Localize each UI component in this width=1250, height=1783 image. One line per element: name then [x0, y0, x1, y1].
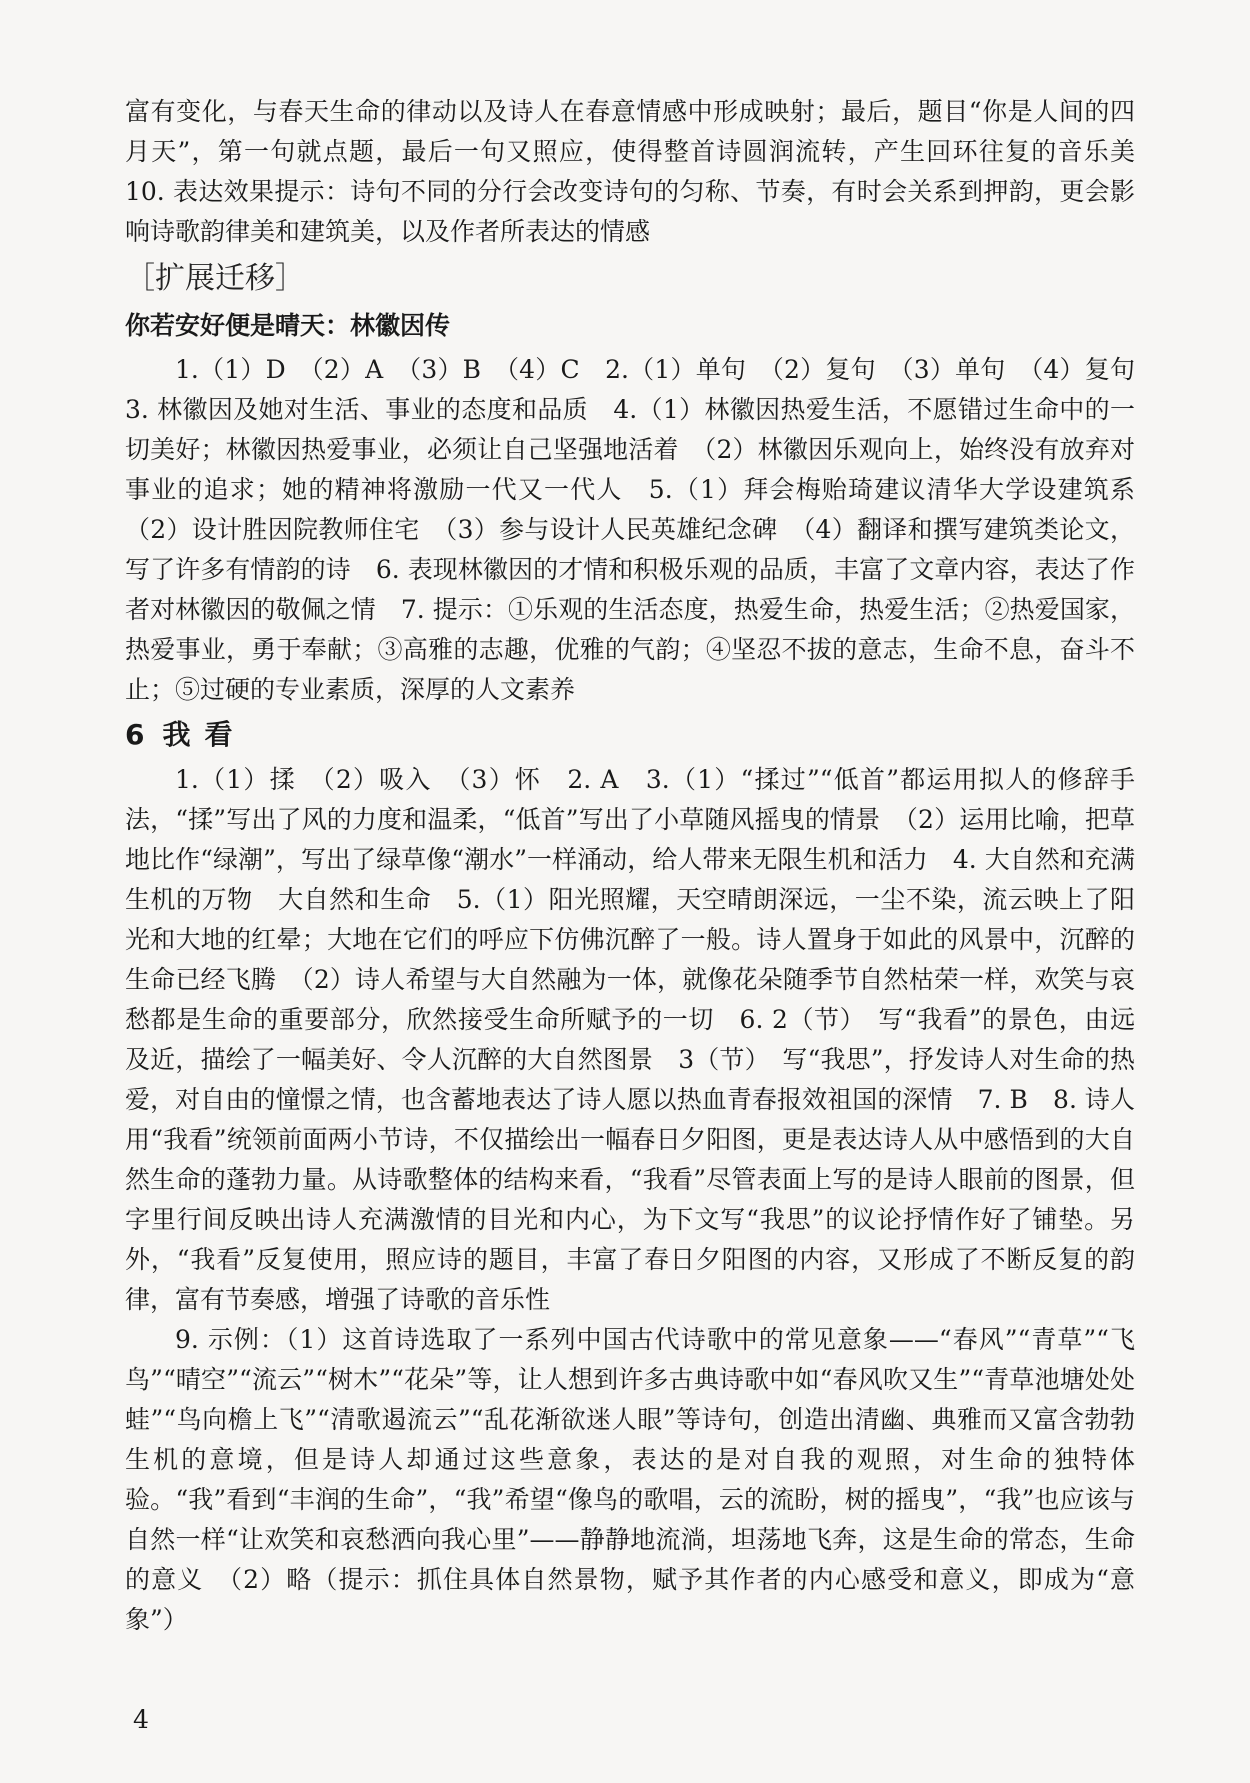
- book-title: 你若安好便是晴天：林徽因传: [125, 311, 451, 340]
- section-heading: [125, 714, 1135, 756]
- section-answers-part-2: 9. 示例：（1）这首诗选取了一系列中国古代诗歌中的常见意象——“春风”“青草”“飞鸟”“晴空”“流云”“树木”“花朵”等，让人想到许多古典诗歌中如“春风吹又生”“青草池塘处处蛙”“鸟向檐上飞”“清歌遏流云”“乱花渐欲迷人眼”等诗句，创造出清幽、典雅而又富含勃勃生机的意境，但是诗人却通过这些意象，表达的是对自我的观照，对生命的独特体验。“我”看到“丰润的生命”，“我”希望“像鸟的歌唱，云的流盼，树的摇曳”，“我”也应该与自然一样“让欢笑和哀愁洒向我心里”——静静地流淌，坦荡地飞奔，这是生命的常态，生命的意义 （2）略（提示：抓住具体自然景物，赋予其作者的内心感受和意义，即成为“意象”）: [125, 1325, 1135, 1634]
- answer-text-block: [125, 92, 1161, 1640]
- section-answers-part-1: 1.（1）揉 （2）吸入 （3）怀 2. A 3.（1）“揉过”“低首”都运用拟人的修辞手法，“揉”写出了风的力度和温柔，“低首”写出了小草随风摇曳的情景 （2）运用比喻，把草地比作“绿潮”，写出了绿草像“潮水”一样涌动，给人带来无限生机和活力 4. 大自然和充满生机的万物 大自然和生命 5.（1）阳光照耀，天空晴朗深远，一尘不染，流云映上了阳光和大地的红晕；大地在它们的呼应下仿佛沉醉了一般。诗人置身于如此的风景中，沉醉的生命已经飞腾 （2）诗人希望与大自然融为一体，就像花朵随季节自然枯荣一样，欢笑与哀愁都是生命的重要部分，欣然接受生命所赋予的一切 6. 2（节） 写“我看”的景色，由远及近，描绘了一幅美好、令人沉醉的大自然图景 3（节） 写“我思”，抒发诗人对生命的热爱，对自由的憧憬之情，也含蓄地表达了诗人愿以热血青春报效祖国的深情 7. B 8. 诗人用“我看”统领前面两小节诗，不仅描绘出一幅春日夕阳图，更是表达诗人从中感悟到的大自然生命的蓬勃力量。从诗歌整体的结构来看，“我看”尽管表面上写的是诗人眼前的图景，但字里行间反映出诗人充满激情的目光和内心，为下文写“我思”的议论抒情作好了铺垫。另外，“我看”反复使用，照应诗的题目，丰富了春日夕阳图的内容，又形成了不断反复的韵律，富有节奏感，增强了诗歌的音乐性: [125, 765, 1135, 1314]
- extension-heading: ［扩展迁移］: [125, 261, 305, 296]
- book-answers: 1.（1）D （2）A （3）B （4）C 2.（1）单句 （2）复句 （3）单句 （4）复句 3. 林徽因及她对生活、事业的态度和品质 4.（1）林徽因热爱生活，不愿错过生命中的一切美好；林徽因热爱事业，必须让自己坚强地活着 （2）林徽因乐观向上，始终没有放弃对事业的追求；她的精神将激励一代又一代人 5.（1）拜会梅贻琦建议清华大学设建筑系 （2）设计胜因院教师住宅 （3）参与设计人民英雄纪念碑 （4）翻译和撰写建筑类论文，写了许多有情韵的诗 6. 表现林徽因的才情和积极乐观的品质，丰富了文章内容，表达了作者对林徽因的敬佩之情 7. 提示：①乐观的生活态度，热爱生命，热爱生活；②热爱国家，热爱事业，勇于奉献；③高雅的志趣，优雅的气韵；④坚忍不拔的意志，生命不息，奋斗不止；⑤过硬的专业素质，深厚的人文素养: [125, 355, 1161, 704]
- section-number: 6: [125, 718, 145, 751]
- section-title: 我看: [162, 718, 247, 751]
- top-paragraph: 富有变化，与春天生命的律动以及诗人在春意情感中形成映射；最后，题目“你是人间的四月天”，第一句就点题，最后一句又照应，使得整首诗圆润流转，产生回环往复的音乐美 10. 表达效果提示：诗句不同的分行会改变诗句的匀称、节奏，有时会关系到押韵，更会影响诗歌韵律美和建筑美，以及作者所表达的情感: [125, 97, 1161, 246]
- page-number: 4: [133, 1705, 149, 1734]
